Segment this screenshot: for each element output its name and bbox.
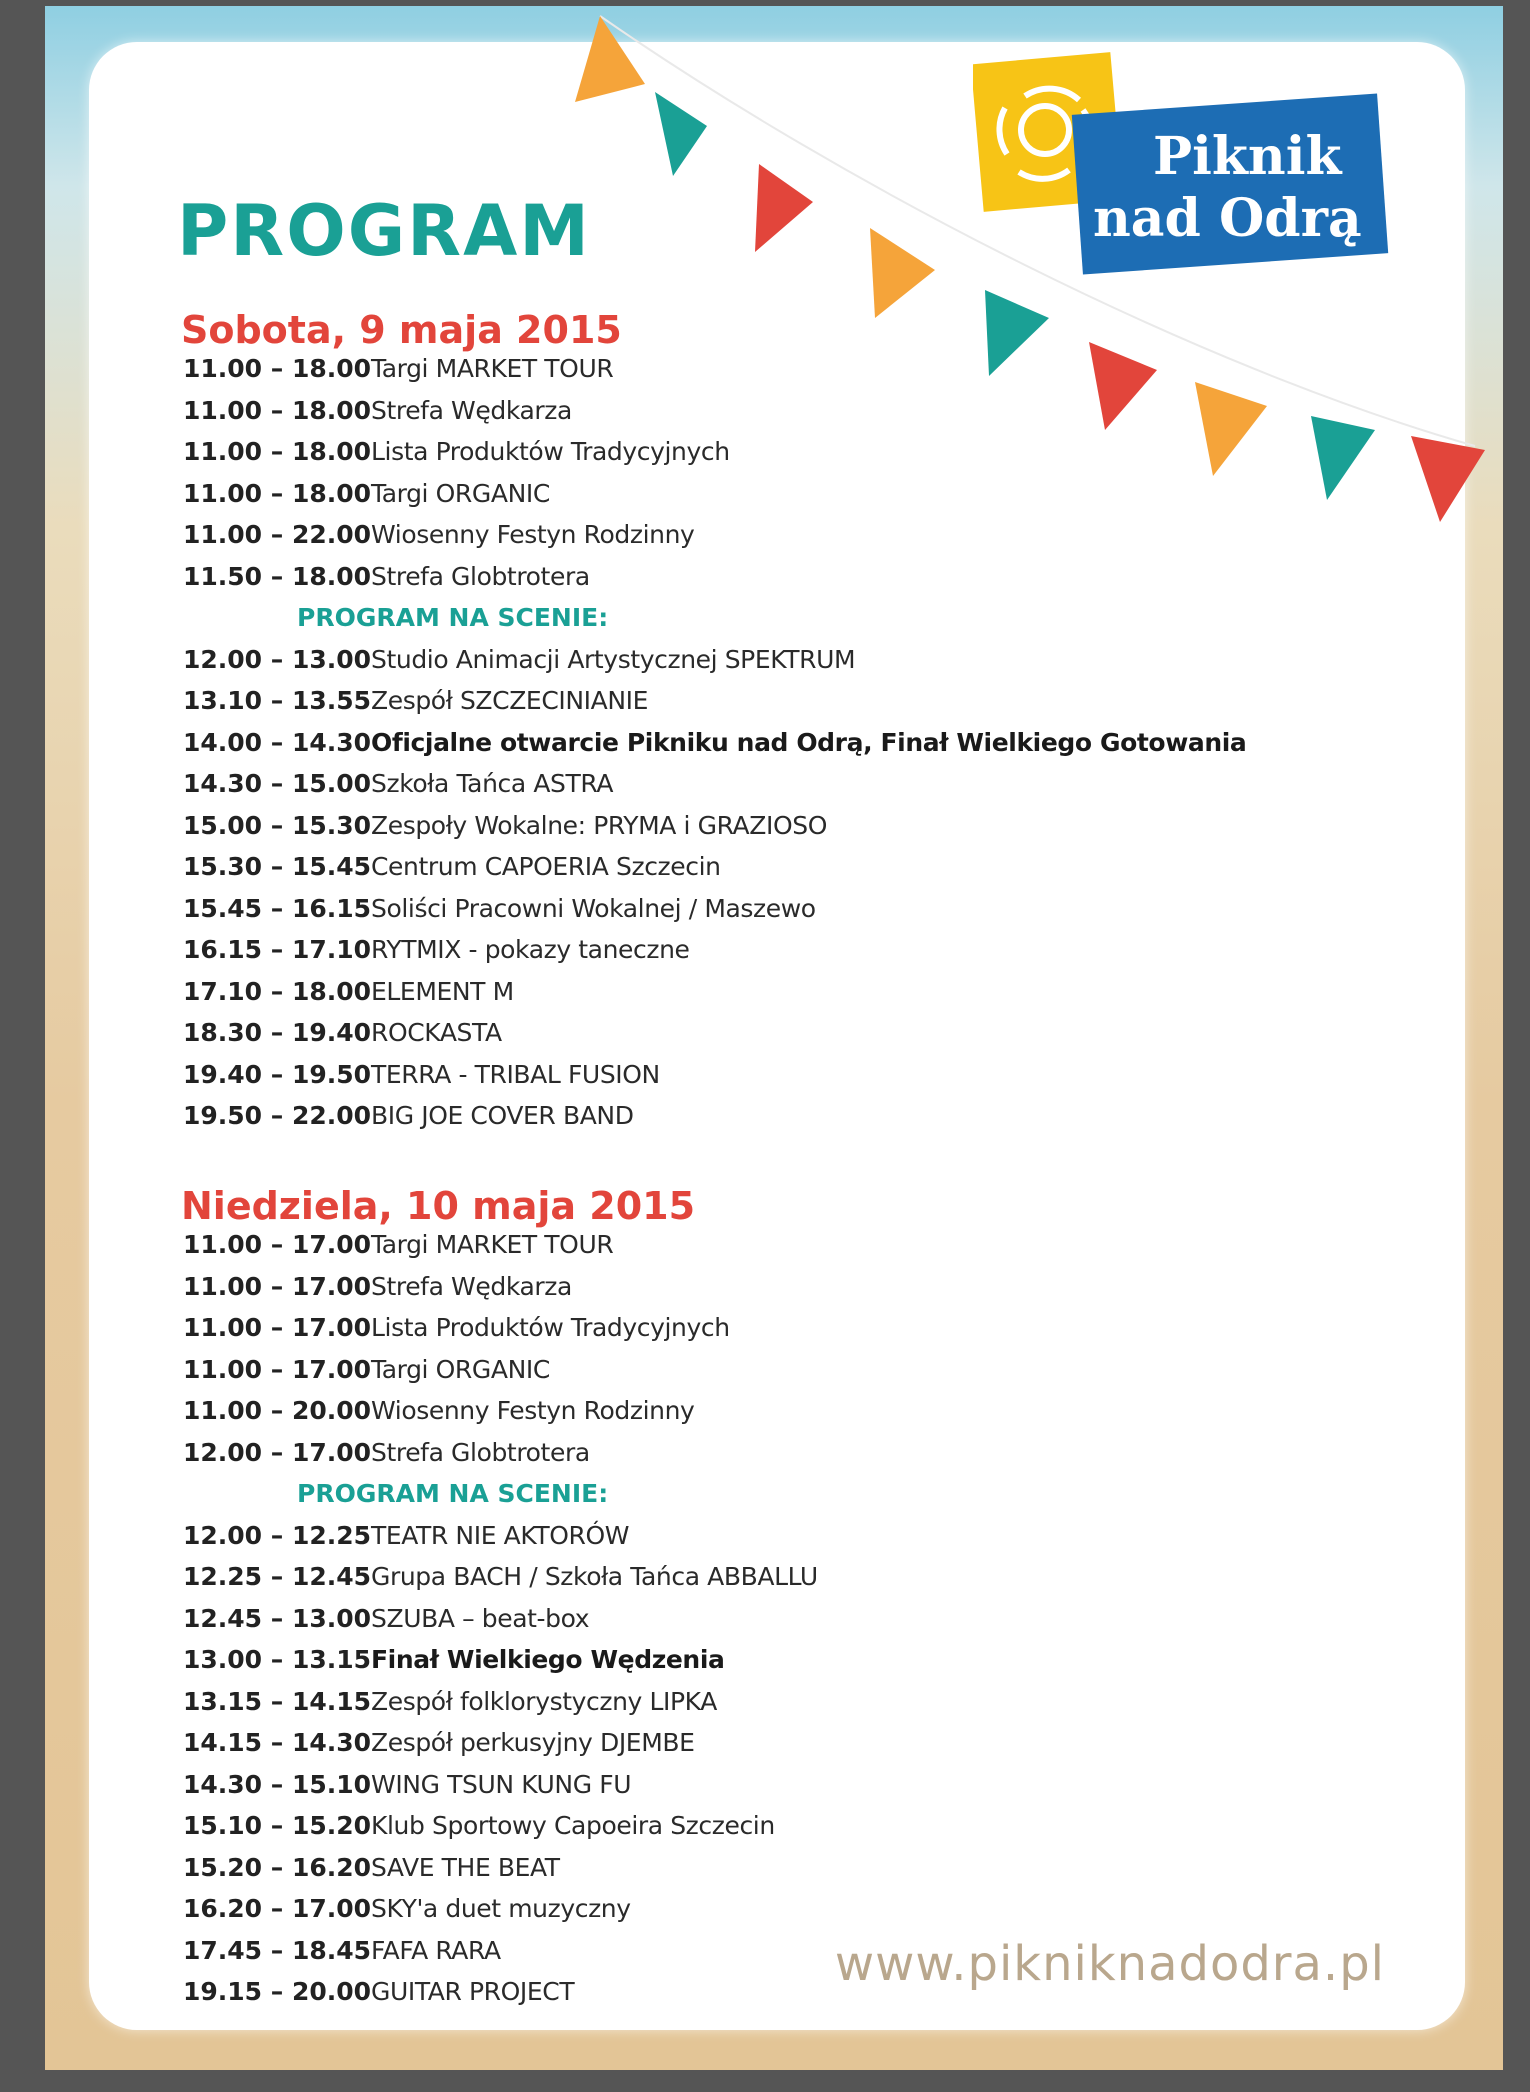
event-time: 11.00 – 17.00 [183,1313,372,1342]
schedule-row [183,1349,1383,1391]
schedule-sunday [183,1224,1383,2013]
event-name: Zespół folklorystyczny LIPKA [371,1686,717,1716]
event-name: Lista Produktów Tradycyjnych [371,437,730,466]
event-time: 16.20 – 17.00 [183,1894,372,1923]
flag-teal-1 [655,92,707,176]
event-name: Strefa Wędkarza [371,1271,572,1301]
event-name: Strefa Wędkarza [371,395,572,425]
schedule-row [183,1805,1383,1847]
event-time: 14.30 – 15.10 [183,1769,372,1799]
schedule-row [183,971,1383,1013]
event-name: Targi ORGANIC [371,1354,550,1384]
event-time: 12.45 – 13.00 [183,1603,372,1633]
event-time: 11.00 – 22.00 [183,520,372,549]
event-time: 16.15 – 17.10 [183,935,372,964]
flag-orange-1 [575,16,645,102]
event-time: 19.40 – 19.50 [183,1059,372,1089]
schedule-row [183,1054,1383,1096]
event-time: 11.50 – 18.00 [183,561,372,591]
flag-red-1 [755,164,813,252]
flag-orange-3 [1195,382,1267,476]
schedule-row [183,1847,1383,1889]
event-name: FAFA RARA [371,1935,501,1965]
schedule-row [183,846,1383,888]
schedule-row [183,1012,1383,1054]
event-name: TERRA - TRIBAL FUSION [371,1059,660,1089]
event-name: Grupa BACH / Szkoła Tańca ABBALLU [371,1562,818,1591]
event-name: Targi ORGANIC [371,478,550,508]
event-name: Zespoły Wokalne: PRYMA i GRAZIOSO [371,810,827,840]
event-time: 18.30 – 19.40 [183,1018,372,1047]
event-time: 15.00 – 15.30 [183,810,372,840]
event-time: 11.00 – 17.00 [183,1354,372,1384]
event-name: Studio Animacji Artystycznej SPEKTRUM [371,644,856,674]
event-time: 12.25 – 12.45 [183,1562,372,1591]
event-time: 11.00 – 17.00 [183,1230,372,1259]
event-name: RYTMIX - pokazy taneczne [371,935,690,964]
event-name: Zespół perkusyjny DJEMBE [371,1728,695,1757]
schedule-row [183,888,1383,930]
event-time: 13.10 – 13.55 [183,686,372,715]
day-heading-saturday: Sobota, 9 maja 2015 [181,308,622,352]
event-name: Klub Sportowy Capoeira Szczecin [371,1811,775,1840]
event-name: Szkoła Tańca ASTRA [371,769,614,798]
event-name: BIG JOE COVER BAND [371,1101,634,1130]
event-time: 11.00 – 20.00 [183,1396,372,1425]
event-name: Targi MARKET TOUR [371,354,614,383]
event-name: ELEMENT M [371,976,514,1006]
event-name: Targi MARKET TOUR [371,1230,614,1259]
event-name: ROCKASTA [371,1018,502,1047]
event-name: Centrum CAPOERIA Szczecin [371,852,721,881]
event-time: 11.00 – 18.00 [183,437,372,466]
event-name: SKY'a duet muzyczny [371,1894,631,1923]
schedule-row [183,1888,1383,1930]
event-name: TEATR NIE AKTORÓW [371,1520,630,1550]
event-name: WING TSUN KUNG FU [371,1769,632,1799]
event-name: Soliści Pracowni Wokalnej / Maszewo [371,893,816,923]
event-time: 17.45 – 18.45 [183,1935,372,1965]
schedule-row [183,1390,1383,1432]
event-time: 12.00 – 12.25 [183,1520,372,1550]
schedule-row [183,1515,1383,1557]
day-heading-sunday: Niedziela, 10 maja 2015 [181,1184,696,1228]
event-name: Wiosenny Festyn Rodzinny [371,1396,695,1425]
schedule-row [183,1224,1383,1266]
event-time: 15.30 – 15.45 [183,852,372,881]
event-time: 11.00 – 18.00 [183,478,372,508]
event-time: 15.10 – 15.20 [183,1811,372,1840]
logo-line-2: nad Odrą [1093,188,1362,249]
schedule-row [183,1307,1383,1349]
event-name: Oficjalne otwarcie Pikniku nad Odrą, Finał Wielkiego Gotowania [371,727,1247,757]
program-poster [45,6,1503,2070]
event-time: 14.30 – 15.00 [183,769,372,798]
event-name: SZUBA – beat-box [371,1603,590,1633]
event-name: Zespół SZCZECINIANIE [371,686,648,715]
schedule-row [183,556,1383,598]
scene-program-label: PROGRAM NA SCENIE: [297,603,609,632]
event-time: 13.15 – 14.15 [183,1686,372,1716]
schedule-row [183,1556,1383,1598]
event-name: Lista Produktów Tradycyjnych [371,1313,730,1342]
scene-program-label: PROGRAM NA SCENIE: [297,1479,609,1508]
event-name: GUITAR PROJECT [371,1977,575,2006]
event-name: Finał Wielkiego Wędzenia [371,1645,725,1674]
event-name: Wiosenny Festyn Rodzinny [371,520,695,549]
event-time: 13.00 – 13.15 [183,1645,372,1674]
schedule-row [183,1266,1383,1308]
schedule-row [183,1432,1383,1474]
flag-orange-2 [870,228,935,318]
schedule-row [183,929,1383,971]
event-name: SAVE THE BEAT [371,1852,560,1882]
logo-line-1: Piknik [1153,126,1342,187]
schedule-row [183,722,1383,764]
event-time: 17.10 – 18.00 [183,976,372,1006]
flag-teal-3 [1311,416,1375,500]
schedule-row [183,639,1383,681]
schedule-row [183,1681,1383,1723]
event-time: 11.00 – 18.00 [183,395,372,425]
schedule-row [183,805,1383,847]
event-name: Strefa Globtrotera [371,561,590,591]
event-time: 12.00 – 13.00 [183,644,372,674]
event-time: 14.00 – 14.30 [183,727,372,757]
schedule-row [183,1095,1383,1137]
schedule-row [183,1722,1383,1764]
event-time: 15.20 – 16.20 [183,1852,372,1882]
piknik-logo [973,44,1393,304]
schedule-row [183,680,1383,722]
poster-title: PROGRAM [177,190,591,272]
event-time: 14.15 – 14.30 [183,1728,372,1757]
schedule-row [183,1764,1383,1806]
event-time: 19.50 – 22.00 [183,1101,372,1130]
event-time: 11.00 – 18.00 [183,354,372,383]
event-name: Strefa Globtrotera [371,1437,590,1467]
event-time: 15.45 – 16.15 [183,893,372,923]
schedule-row [183,1598,1383,1640]
schedule-row [183,1639,1383,1681]
flag-red-2 [1089,342,1157,430]
event-time: 11.00 – 17.00 [183,1271,372,1301]
event-time: 12.00 – 17.00 [183,1437,372,1467]
website-url: www.pikniknadodra.pl [834,1936,1385,1992]
event-time: 19.15 – 20.00 [183,1977,372,2006]
schedule-row [183,763,1383,805]
flag-red-3 [1411,436,1485,522]
